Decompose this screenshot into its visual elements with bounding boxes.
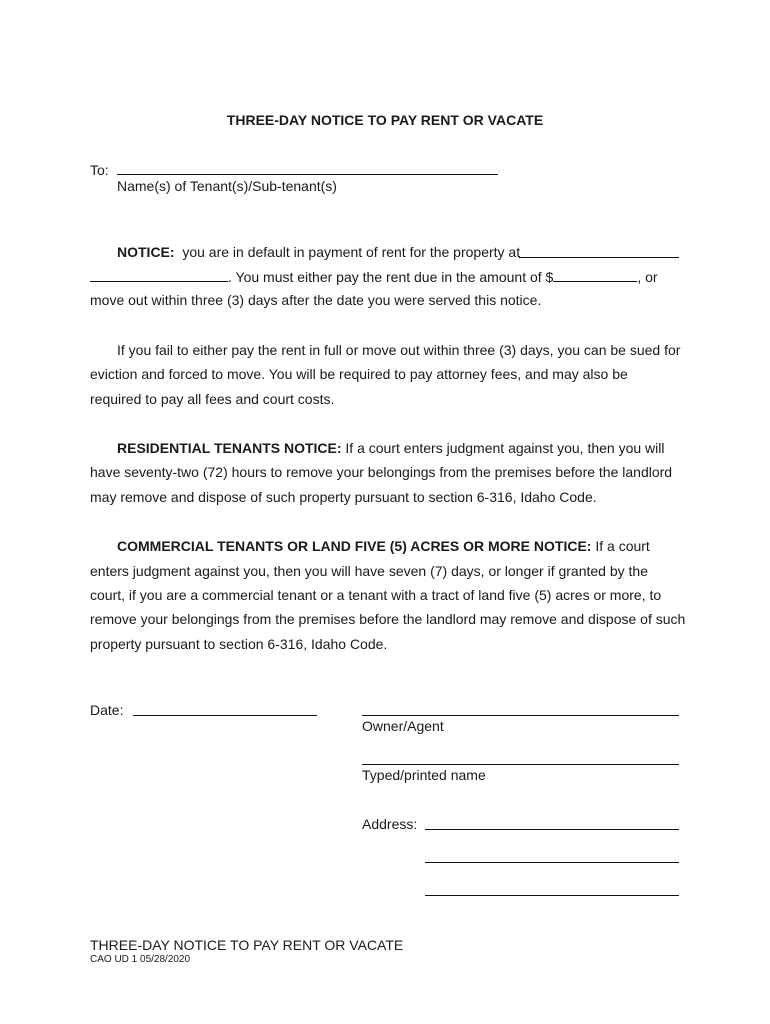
fail-line-3: required to pay all fees and court costs. bbox=[90, 391, 335, 407]
commercial-line-3: court, if you are a commercial tenant or a tenant with a tract of land five (5) acres or more, to bbox=[90, 587, 662, 603]
document-title: THREE-DAY NOTICE TO PAY RENT OR VACATE bbox=[226, 112, 544, 128]
commercial-line-4: remove your belongings from the premises before the landlord may remove and dispose of such bbox=[90, 611, 686, 627]
tenant-caption: Name(s) of Tenant(s)/Sub-tenant(s) bbox=[117, 178, 337, 194]
property-address-field[interactable] bbox=[519, 257, 679, 258]
address-field-2[interactable] bbox=[425, 862, 679, 863]
address-field-3[interactable] bbox=[425, 895, 679, 896]
residential-line-2: have seventy-two (72) hours to remove your belongings from the premises before the landlord bbox=[90, 464, 673, 480]
to-label: To: bbox=[90, 162, 109, 178]
typed-name-label: Typed/printed name bbox=[362, 767, 486, 783]
commercial-text-1: If a court bbox=[595, 538, 650, 554]
notice-text-1: you are in default in payment of rent for the property at bbox=[182, 244, 521, 260]
footer-code: CAO UD 1 05/28/2020 bbox=[90, 954, 191, 965]
fail-line-1: If you fail to either pay the rent in full or move out within three (3) days, you can be sued for bbox=[117, 342, 681, 358]
residential-line-1 bbox=[117, 440, 665, 456]
residential-text-1: If a court enters judgment against you, then you will bbox=[345, 440, 665, 456]
commercial-line-5: property pursuant to section 6-316, Idaho Code. bbox=[90, 636, 388, 652]
date-label: Date: bbox=[90, 702, 124, 718]
typed-name-field[interactable] bbox=[362, 764, 679, 765]
footer-title: THREE-DAY NOTICE TO PAY RENT OR VACATE bbox=[90, 937, 404, 953]
tenant-name-field[interactable] bbox=[117, 174, 498, 175]
notice-line-1 bbox=[117, 244, 520, 260]
owner-agent-signature-field[interactable] bbox=[362, 715, 679, 716]
commercial-line-2: enters judgment against you, then you will have seven (7) days, or longer if granted by the bbox=[90, 563, 648, 579]
residential-heading: RESIDENTIAL TENANTS NOTICE: bbox=[117, 440, 342, 456]
notice-heading: NOTICE: bbox=[117, 244, 175, 260]
address-field-1[interactable] bbox=[425, 829, 679, 830]
date-field[interactable] bbox=[133, 715, 317, 716]
address-label: Address: bbox=[362, 816, 418, 832]
commercial-heading: COMMERCIAL TENANTS OR LAND FIVE (5) ACRES OR MORE NOTICE: bbox=[117, 538, 592, 554]
owner-agent-label: Owner/Agent bbox=[362, 718, 444, 734]
rent-amount-field[interactable] bbox=[553, 268, 637, 282]
notice-line-3: move out within three (3) days after the date you were served this notice. bbox=[90, 292, 542, 308]
notice-text-2b: , or bbox=[637, 269, 658, 285]
notice-text-2a: . You must either pay the rent due in the amount of $ bbox=[228, 269, 554, 285]
notice-line-2 bbox=[90, 268, 658, 285]
residential-line-3: may remove and dispose of such property pursuant to section 6-316, Idaho Code. bbox=[90, 489, 597, 505]
property-address-field-2[interactable] bbox=[90, 268, 228, 282]
fail-line-2: eviction and forced to move. You will be required to pay attorney fees, and may also be bbox=[90, 366, 628, 382]
commercial-line-1 bbox=[117, 538, 650, 554]
